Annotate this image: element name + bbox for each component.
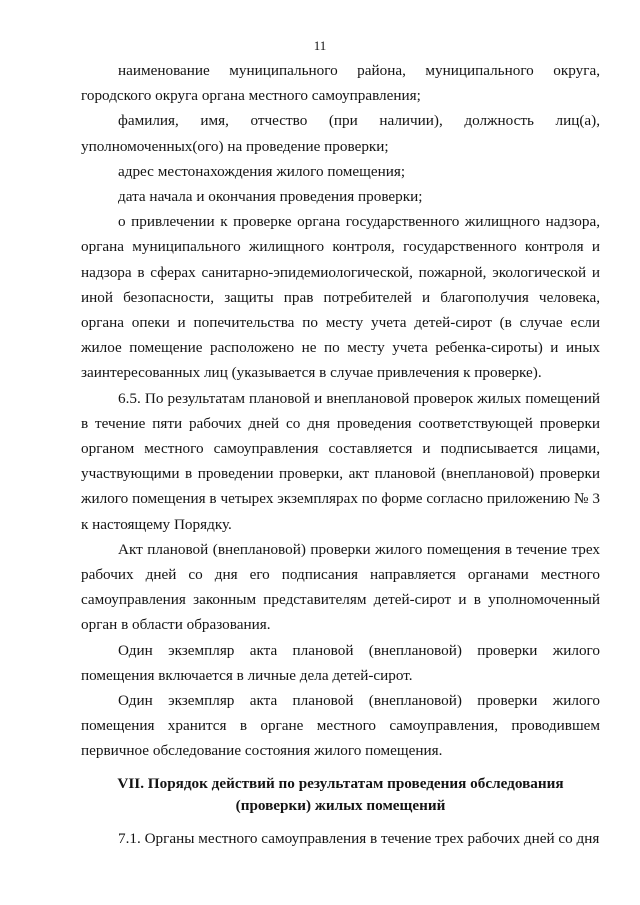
- paragraph-involvement: о привлечении к проверке органа государственного жилищного надзора, органа муниципального жилищного контроля, государственного контроля и надзора в сферах санитарно-эпидемиологической, пожарной, экологической и иной безопасности, защиты прав потребителей и благополучия человека, органа опеки и попечительства по месту учета детей-сирот (в случае если жилое помещение расположено не по месту учета ребенка-сироты) и иных заинтересованных лиц (указывается в случае привлечения к проверке).: [81, 213, 600, 382]
- document-body: [81, 58, 600, 851]
- paragraph-act-sending: Акт плановой (внеплановой) проверки жилого помещения в течение трех рабочих дней со дня его подписания направляется органами местного самоуправления законным представителям детей-сирот и в уполномоченный орган в области образования.: [81, 540, 600, 634]
- paragraph-copy-personal-file: Один экземпляр акта плановой (внеплановой) проверки жилого помещения включается в личные дела детей-сирот.: [81, 641, 600, 684]
- section-heading-line-2: (проверки) жилых помещений: [235, 796, 446, 814]
- page-number: 11: [313, 38, 327, 53]
- paragraph-authority-name: наименование муниципального района, муниципального округа, городского округа органа местного самоуправления;: [81, 62, 600, 105]
- paragraph-copy-stored: Один экземпляр акта плановой (внеплановой) проверки жилого помещения хранится в органе местного самоуправления, проводившем первичное обследование состояния жилого помещения.: [81, 692, 600, 760]
- paragraph-inspector-name: фамилия, имя, отчество (при наличии), должность лиц(а), уполномоченных(ого) на проведение проверки;: [81, 112, 600, 155]
- paragraph-7-1: 7.1. Органы местного самоуправления в течение трех рабочих дней со дня: [118, 829, 600, 847]
- paragraph-dates: дата начала и окончания проведения проверки;: [118, 188, 423, 206]
- paragraph-6-5: 6.5. По результатам плановой и внеплановой проверок жилых помещений в течение пяти рабочих дней со дня проведения соответствующей проверки органом местного самоуправления составляется и подписывается лицами, участвующими в проведении проверки, акт плановой (внеплановой) проверки жилого помещения в четырех экземплярах по форме согласно приложению № 3 к настоящему Порядку.: [81, 389, 600, 533]
- section-heading: [81, 773, 600, 817]
- section-heading-line-1: VII. Порядок действий по результатам проведения обследования: [117, 774, 564, 792]
- paragraph-address: адрес местонахождения жилого помещения;: [118, 162, 406, 180]
